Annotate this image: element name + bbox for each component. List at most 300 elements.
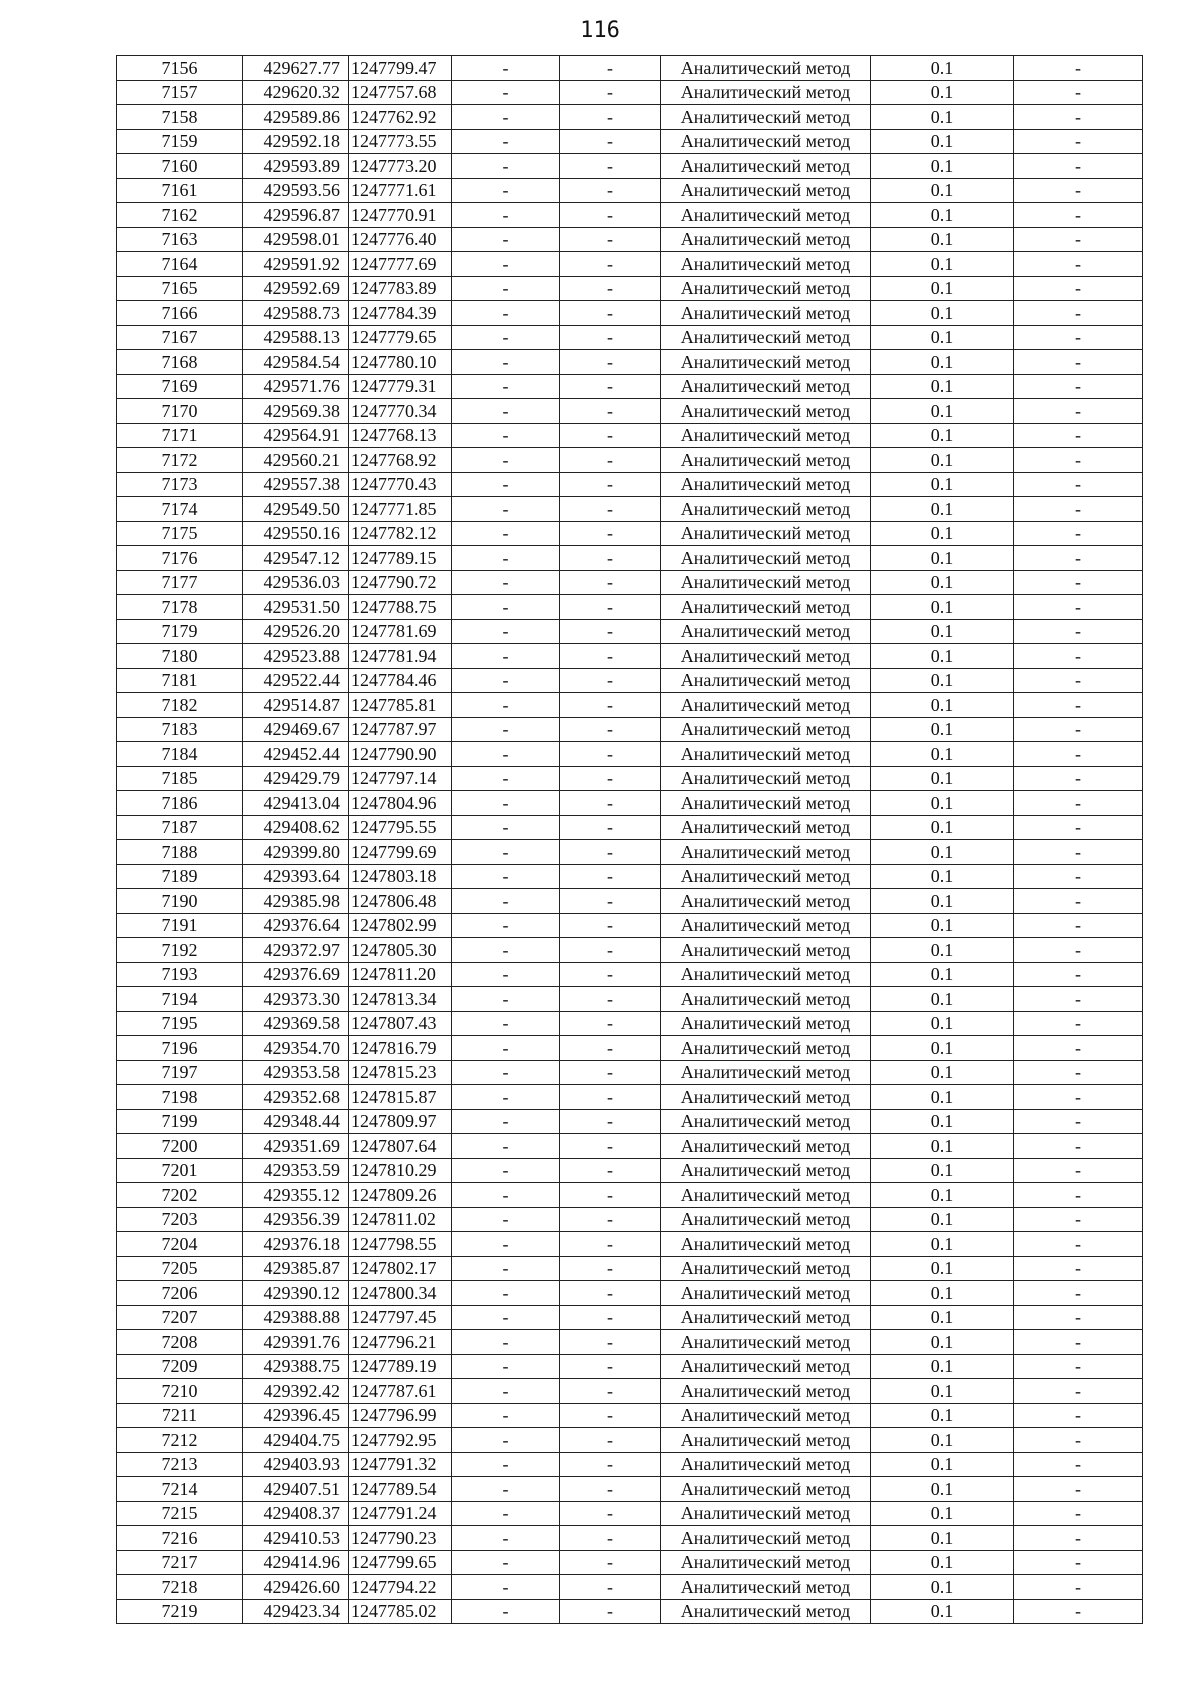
y-coordinate-cell: 1247811.20 [349, 962, 452, 987]
y-coordinate-cell: 1247783.89 [349, 276, 452, 301]
column-4-cell: - [452, 595, 560, 620]
column-4-cell: - [452, 154, 560, 179]
accuracy-cell: 0.1 [871, 987, 1014, 1012]
x-coordinate-cell: 429385.87 [243, 1256, 349, 1281]
accuracy-cell: 0.1 [871, 962, 1014, 987]
column-5-cell: - [560, 399, 661, 424]
x-coordinate-cell: 429588.73 [243, 301, 349, 326]
column-5-cell: - [560, 203, 661, 228]
method-cell: Аналитический метод [661, 1477, 871, 1502]
column-5-cell: - [560, 423, 661, 448]
point-number-cell: 7203 [117, 1207, 243, 1232]
column-4-cell: - [452, 1428, 560, 1453]
table-row [117, 350, 1143, 375]
coordinates-table [116, 55, 1143, 1624]
column-5-cell: - [560, 987, 661, 1012]
accuracy-cell: 0.1 [871, 864, 1014, 889]
table-row [117, 301, 1143, 326]
method-cell: Аналитический метод [661, 913, 871, 938]
accuracy-cell: 0.1 [871, 448, 1014, 473]
column-4-cell: - [452, 1281, 560, 1306]
accuracy-cell: 0.1 [871, 766, 1014, 791]
table-row [117, 1403, 1143, 1428]
method-cell: Аналитический метод [661, 350, 871, 375]
table-row [117, 1501, 1143, 1526]
column-8-cell: - [1014, 1305, 1143, 1330]
x-coordinate-cell: 429372.97 [243, 938, 349, 963]
y-coordinate-cell: 1247771.61 [349, 178, 452, 203]
column-5-cell: - [560, 1452, 661, 1477]
column-5-cell: - [560, 1403, 661, 1428]
y-coordinate-cell: 1247773.20 [349, 154, 452, 179]
accuracy-cell: 0.1 [871, 227, 1014, 252]
y-coordinate-cell: 1247789.54 [349, 1477, 452, 1502]
column-5-cell: - [560, 1281, 661, 1306]
point-number-cell: 7165 [117, 276, 243, 301]
column-4-cell: - [452, 791, 560, 816]
column-8-cell: - [1014, 668, 1143, 693]
table-row [117, 374, 1143, 399]
x-coordinate-cell: 429356.39 [243, 1207, 349, 1232]
accuracy-cell: 0.1 [871, 301, 1014, 326]
accuracy-cell: 0.1 [871, 1354, 1014, 1379]
point-number-cell: 7191 [117, 913, 243, 938]
table-row [117, 1256, 1143, 1281]
point-number-cell: 7194 [117, 987, 243, 1012]
table-row [117, 1428, 1143, 1453]
y-coordinate-cell: 1247807.64 [349, 1134, 452, 1159]
column-5-cell: - [560, 1354, 661, 1379]
point-number-cell: 7197 [117, 1060, 243, 1085]
y-coordinate-cell: 1247777.69 [349, 252, 452, 277]
y-coordinate-cell: 1247770.43 [349, 472, 452, 497]
point-number-cell: 7175 [117, 521, 243, 546]
x-coordinate-cell: 429426.60 [243, 1575, 349, 1600]
method-cell: Аналитический метод [661, 1305, 871, 1330]
method-cell: Аналитический метод [661, 1550, 871, 1575]
y-coordinate-cell: 1247768.92 [349, 448, 452, 473]
accuracy-cell: 0.1 [871, 717, 1014, 742]
y-coordinate-cell: 1247787.97 [349, 717, 452, 742]
column-8-cell: - [1014, 1011, 1143, 1036]
point-number-cell: 7206 [117, 1281, 243, 1306]
method-cell: Аналитический метод [661, 1452, 871, 1477]
y-coordinate-cell: 1247799.65 [349, 1550, 452, 1575]
column-5-cell: - [560, 644, 661, 669]
point-number-cell: 7207 [117, 1305, 243, 1330]
method-cell: Аналитический метод [661, 80, 871, 105]
point-number-cell: 7209 [117, 1354, 243, 1379]
y-coordinate-cell: 1247779.65 [349, 325, 452, 350]
method-cell: Аналитический метод [661, 619, 871, 644]
column-4-cell: - [452, 129, 560, 154]
column-5-cell: - [560, 80, 661, 105]
method-cell: Аналитический метод [661, 399, 871, 424]
column-8-cell: - [1014, 227, 1143, 252]
point-number-cell: 7210 [117, 1379, 243, 1404]
point-number-cell: 7163 [117, 227, 243, 252]
column-8-cell: - [1014, 840, 1143, 865]
accuracy-cell: 0.1 [871, 1330, 1014, 1355]
column-4-cell: - [452, 56, 560, 81]
point-number-cell: 7193 [117, 962, 243, 987]
column-5-cell: - [560, 325, 661, 350]
x-coordinate-cell: 429429.79 [243, 766, 349, 791]
x-coordinate-cell: 429564.91 [243, 423, 349, 448]
column-4-cell: - [452, 1060, 560, 1085]
accuracy-cell: 0.1 [871, 1281, 1014, 1306]
column-4-cell: - [452, 717, 560, 742]
x-coordinate-cell: 429399.80 [243, 840, 349, 865]
column-4-cell: - [452, 1011, 560, 1036]
y-coordinate-cell: 1247815.23 [349, 1060, 452, 1085]
column-8-cell: - [1014, 864, 1143, 889]
point-number-cell: 7213 [117, 1452, 243, 1477]
column-4-cell: - [452, 864, 560, 889]
accuracy-cell: 0.1 [871, 1085, 1014, 1110]
column-8-cell: - [1014, 472, 1143, 497]
column-5-cell: - [560, 129, 661, 154]
method-cell: Аналитический метод [661, 1109, 871, 1134]
column-5-cell: - [560, 105, 661, 130]
method-cell: Аналитический метод [661, 1085, 871, 1110]
accuracy-cell: 0.1 [871, 350, 1014, 375]
accuracy-cell: 0.1 [871, 1232, 1014, 1257]
column-4-cell: - [452, 1085, 560, 1110]
x-coordinate-cell: 429413.04 [243, 791, 349, 816]
table-row [117, 178, 1143, 203]
column-4-cell: - [452, 987, 560, 1012]
column-8-cell: - [1014, 1403, 1143, 1428]
column-4-cell: - [452, 497, 560, 522]
accuracy-cell: 0.1 [871, 423, 1014, 448]
column-8-cell: - [1014, 1550, 1143, 1575]
x-coordinate-cell: 429536.03 [243, 570, 349, 595]
point-number-cell: 7161 [117, 178, 243, 203]
x-coordinate-cell: 429355.12 [243, 1183, 349, 1208]
column-8-cell: - [1014, 178, 1143, 203]
point-number-cell: 7179 [117, 619, 243, 644]
y-coordinate-cell: 1247779.31 [349, 374, 452, 399]
x-coordinate-cell: 429593.89 [243, 154, 349, 179]
column-5-cell: - [560, 1501, 661, 1526]
method-cell: Аналитический метод [661, 766, 871, 791]
table-row [117, 1330, 1143, 1355]
method-cell: Аналитический метод [661, 693, 871, 718]
column-8-cell: - [1014, 570, 1143, 595]
method-cell: Аналитический метод [661, 840, 871, 865]
column-8-cell: - [1014, 693, 1143, 718]
table-row [117, 987, 1143, 1012]
x-coordinate-cell: 429373.30 [243, 987, 349, 1012]
column-5-cell: - [560, 448, 661, 473]
method-cell: Аналитический метод [661, 644, 871, 669]
y-coordinate-cell: 1247809.97 [349, 1109, 452, 1134]
accuracy-cell: 0.1 [871, 374, 1014, 399]
column-4-cell: - [452, 1158, 560, 1183]
column-5-cell: - [560, 570, 661, 595]
y-coordinate-cell: 1247780.10 [349, 350, 452, 375]
column-4-cell: - [452, 423, 560, 448]
y-coordinate-cell: 1247811.02 [349, 1207, 452, 1232]
y-coordinate-cell: 1247789.15 [349, 546, 452, 571]
column-8-cell: - [1014, 1158, 1143, 1183]
column-4-cell: - [452, 252, 560, 277]
accuracy-cell: 0.1 [871, 1134, 1014, 1159]
point-number-cell: 7217 [117, 1550, 243, 1575]
table-row [117, 668, 1143, 693]
method-cell: Аналитический метод [661, 1330, 871, 1355]
column-8-cell: - [1014, 252, 1143, 277]
point-number-cell: 7195 [117, 1011, 243, 1036]
point-number-cell: 7180 [117, 644, 243, 669]
column-5-cell: - [560, 668, 661, 693]
y-coordinate-cell: 1247799.69 [349, 840, 452, 865]
accuracy-cell: 0.1 [871, 1501, 1014, 1526]
point-number-cell: 7208 [117, 1330, 243, 1355]
y-coordinate-cell: 1247797.45 [349, 1305, 452, 1330]
x-coordinate-cell: 429388.88 [243, 1305, 349, 1330]
column-5-cell: - [560, 913, 661, 938]
column-8-cell: - [1014, 276, 1143, 301]
column-4-cell: - [452, 1232, 560, 1257]
point-number-cell: 7166 [117, 301, 243, 326]
y-coordinate-cell: 1247792.95 [349, 1428, 452, 1453]
column-8-cell: - [1014, 448, 1143, 473]
accuracy-cell: 0.1 [871, 1207, 1014, 1232]
x-coordinate-cell: 429408.37 [243, 1501, 349, 1526]
x-coordinate-cell: 429351.69 [243, 1134, 349, 1159]
y-coordinate-cell: 1247785.81 [349, 693, 452, 718]
column-5-cell: - [560, 1158, 661, 1183]
method-cell: Аналитический метод [661, 1183, 871, 1208]
table-row [117, 619, 1143, 644]
table-row [117, 1060, 1143, 1085]
point-number-cell: 7156 [117, 56, 243, 81]
table-row [117, 1550, 1143, 1575]
point-number-cell: 7218 [117, 1575, 243, 1600]
point-number-cell: 7172 [117, 448, 243, 473]
column-4-cell: - [452, 1109, 560, 1134]
method-cell: Аналитический метод [661, 374, 871, 399]
column-5-cell: - [560, 889, 661, 914]
y-coordinate-cell: 1247802.99 [349, 913, 452, 938]
column-4-cell: - [452, 301, 560, 326]
y-coordinate-cell: 1247802.17 [349, 1256, 452, 1281]
method-cell: Аналитический метод [661, 938, 871, 963]
accuracy-cell: 0.1 [871, 938, 1014, 963]
accuracy-cell: 0.1 [871, 276, 1014, 301]
column-8-cell: - [1014, 1085, 1143, 1110]
x-coordinate-cell: 429391.76 [243, 1330, 349, 1355]
y-coordinate-cell: 1247796.99 [349, 1403, 452, 1428]
y-coordinate-cell: 1247790.90 [349, 742, 452, 767]
column-5-cell: - [560, 1305, 661, 1330]
method-cell: Аналитический метод [661, 252, 871, 277]
accuracy-cell: 0.1 [871, 668, 1014, 693]
y-coordinate-cell: 1247788.75 [349, 595, 452, 620]
table-row [117, 864, 1143, 889]
column-8-cell: - [1014, 1109, 1143, 1134]
x-coordinate-cell: 429376.69 [243, 962, 349, 987]
y-coordinate-cell: 1247807.43 [349, 1011, 452, 1036]
method-cell: Аналитический метод [661, 815, 871, 840]
accuracy-cell: 0.1 [871, 1379, 1014, 1404]
x-coordinate-cell: 429354.70 [243, 1036, 349, 1061]
accuracy-cell: 0.1 [871, 56, 1014, 81]
table-row [117, 1232, 1143, 1257]
method-cell: Аналитический метод [661, 742, 871, 767]
method-cell: Аналитический метод [661, 497, 871, 522]
table-row [117, 56, 1143, 81]
method-cell: Аналитический метод [661, 1403, 871, 1428]
table-row [117, 1085, 1143, 1110]
x-coordinate-cell: 429598.01 [243, 227, 349, 252]
accuracy-cell: 0.1 [871, 399, 1014, 424]
column-5-cell: - [560, 1207, 661, 1232]
table-row [117, 1452, 1143, 1477]
column-4-cell: - [452, 350, 560, 375]
table-row [117, 154, 1143, 179]
column-8-cell: - [1014, 1599, 1143, 1624]
accuracy-cell: 0.1 [871, 1477, 1014, 1502]
table-row [117, 570, 1143, 595]
column-8-cell: - [1014, 1330, 1143, 1355]
column-8-cell: - [1014, 742, 1143, 767]
column-5-cell: - [560, 1526, 661, 1551]
method-cell: Аналитический метод [661, 325, 871, 350]
x-coordinate-cell: 429403.93 [243, 1452, 349, 1477]
column-4-cell: - [452, 521, 560, 546]
method-cell: Аналитический метод [661, 1501, 871, 1526]
column-8-cell: - [1014, 546, 1143, 571]
method-cell: Аналитический метод [661, 1158, 871, 1183]
table-row [117, 546, 1143, 571]
accuracy-cell: 0.1 [871, 1183, 1014, 1208]
y-coordinate-cell: 1247816.79 [349, 1036, 452, 1061]
method-cell: Аналитический метод [661, 570, 871, 595]
point-number-cell: 7160 [117, 154, 243, 179]
column-5-cell: - [560, 1428, 661, 1453]
column-8-cell: - [1014, 1501, 1143, 1526]
point-number-cell: 7189 [117, 864, 243, 889]
x-coordinate-cell: 429385.98 [243, 889, 349, 914]
method-cell: Аналитический метод [661, 1526, 871, 1551]
column-5-cell: - [560, 472, 661, 497]
method-cell: Аналитический метод [661, 448, 871, 473]
column-8-cell: - [1014, 1281, 1143, 1306]
table-row [117, 1281, 1143, 1306]
column-4-cell: - [452, 1207, 560, 1232]
accuracy-cell: 0.1 [871, 252, 1014, 277]
column-4-cell: - [452, 1256, 560, 1281]
point-number-cell: 7188 [117, 840, 243, 865]
point-number-cell: 7181 [117, 668, 243, 693]
column-8-cell: - [1014, 1354, 1143, 1379]
accuracy-cell: 0.1 [871, 889, 1014, 914]
column-8-cell: - [1014, 1477, 1143, 1502]
column-5-cell: - [560, 1060, 661, 1085]
table-row [117, 840, 1143, 865]
column-8-cell: - [1014, 497, 1143, 522]
y-coordinate-cell: 1247781.69 [349, 619, 452, 644]
method-cell: Аналитический метод [661, 791, 871, 816]
table-row [117, 423, 1143, 448]
column-8-cell: - [1014, 1256, 1143, 1281]
point-number-cell: 7211 [117, 1403, 243, 1428]
y-coordinate-cell: 1247784.46 [349, 668, 452, 693]
table-row [117, 1477, 1143, 1502]
method-cell: Аналитический метод [661, 987, 871, 1012]
column-5-cell: - [560, 1256, 661, 1281]
accuracy-cell: 0.1 [871, 325, 1014, 350]
accuracy-cell: 0.1 [871, 1452, 1014, 1477]
column-5-cell: - [560, 154, 661, 179]
x-coordinate-cell: 429376.18 [243, 1232, 349, 1257]
column-5-cell: - [560, 56, 661, 81]
column-8-cell: - [1014, 325, 1143, 350]
y-coordinate-cell: 1247789.19 [349, 1354, 452, 1379]
x-coordinate-cell: 429592.18 [243, 129, 349, 154]
column-4-cell: - [452, 766, 560, 791]
column-8-cell: - [1014, 987, 1143, 1012]
column-8-cell: - [1014, 80, 1143, 105]
method-cell: Аналитический метод [661, 276, 871, 301]
column-8-cell: - [1014, 1036, 1143, 1061]
point-number-cell: 7212 [117, 1428, 243, 1453]
point-number-cell: 7192 [117, 938, 243, 963]
table-row [117, 325, 1143, 350]
column-8-cell: - [1014, 1183, 1143, 1208]
column-4-cell: - [452, 1526, 560, 1551]
method-cell: Аналитический метод [661, 1060, 871, 1085]
point-number-cell: 7205 [117, 1256, 243, 1281]
column-8-cell: - [1014, 595, 1143, 620]
table-row [117, 742, 1143, 767]
y-coordinate-cell: 1247795.55 [349, 815, 452, 840]
method-cell: Аналитический метод [661, 301, 871, 326]
method-cell: Аналитический метод [661, 227, 871, 252]
x-coordinate-cell: 429592.69 [243, 276, 349, 301]
table-row [117, 80, 1143, 105]
point-number-cell: 7219 [117, 1599, 243, 1624]
column-8-cell: - [1014, 521, 1143, 546]
table-row [117, 766, 1143, 791]
column-4-cell: - [452, 644, 560, 669]
point-number-cell: 7171 [117, 423, 243, 448]
x-coordinate-cell: 429423.34 [243, 1599, 349, 1624]
y-coordinate-cell: 1247803.18 [349, 864, 452, 889]
x-coordinate-cell: 429348.44 [243, 1109, 349, 1134]
x-coordinate-cell: 429569.38 [243, 399, 349, 424]
accuracy-cell: 0.1 [871, 1060, 1014, 1085]
table-row [117, 276, 1143, 301]
x-coordinate-cell: 429589.86 [243, 105, 349, 130]
method-cell: Аналитический метод [661, 1599, 871, 1624]
x-coordinate-cell: 429514.87 [243, 693, 349, 718]
column-4-cell: - [452, 1134, 560, 1159]
column-4-cell: - [452, 399, 560, 424]
accuracy-cell: 0.1 [871, 840, 1014, 865]
method-cell: Аналитический метод [661, 595, 871, 620]
point-number-cell: 7187 [117, 815, 243, 840]
method-cell: Аналитический метод [661, 1011, 871, 1036]
x-coordinate-cell: 429522.44 [243, 668, 349, 693]
x-coordinate-cell: 429588.13 [243, 325, 349, 350]
column-5-cell: - [560, 742, 661, 767]
column-8-cell: - [1014, 1452, 1143, 1477]
column-8-cell: - [1014, 56, 1143, 81]
